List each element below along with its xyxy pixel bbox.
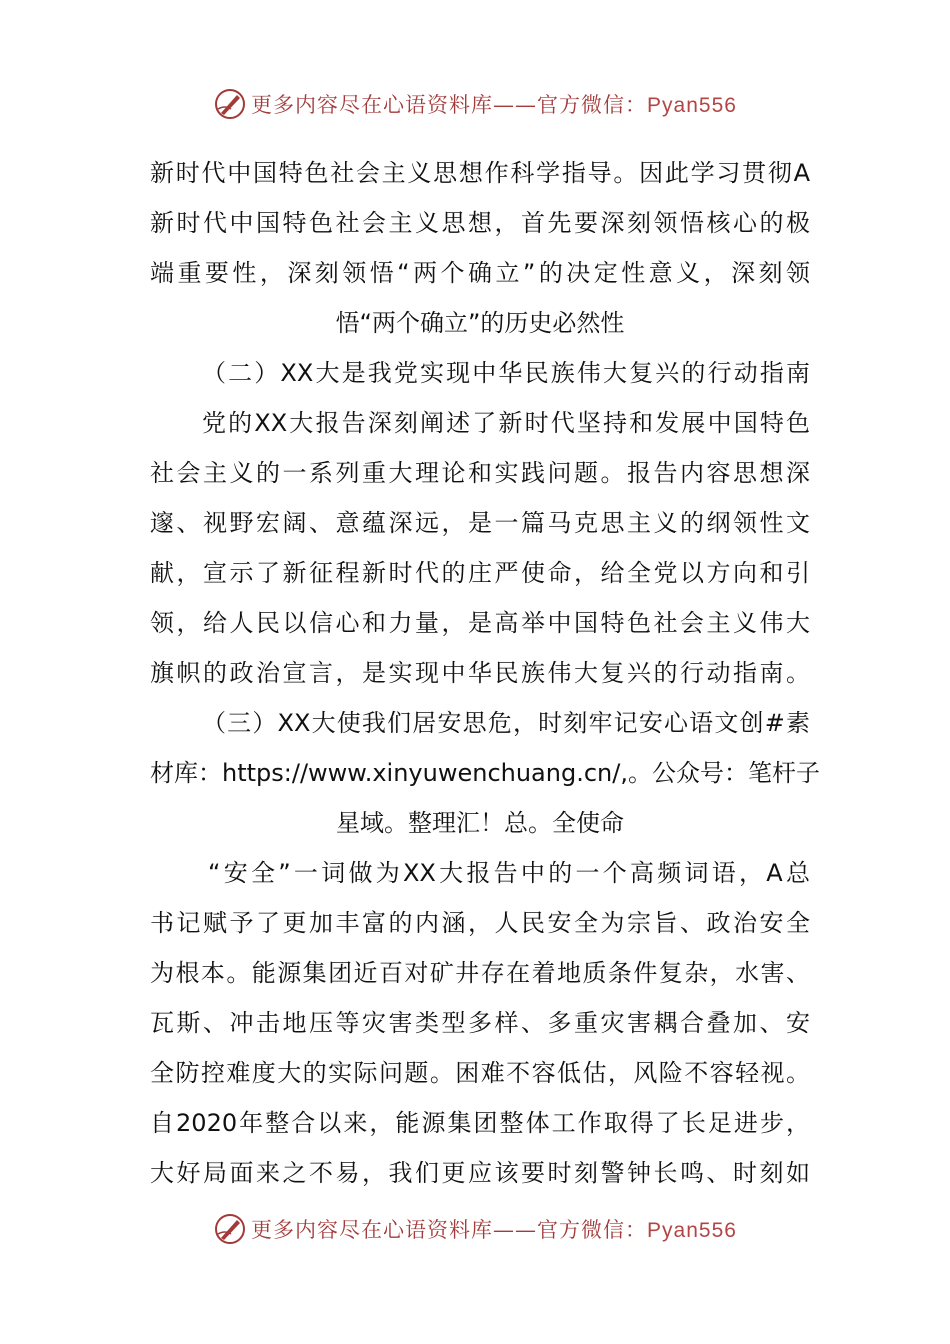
text-line: 大好局面来之不易，我们更应该要时刻警钟长鸣、时刻如 — [150, 1159, 810, 1187]
header-text — [251, 89, 737, 119]
text-line: 新时代中国特色社会主义思想，首先要深刻领悟核心的极 — [150, 209, 810, 237]
footer-banner — [0, 1209, 950, 1249]
footer-dash: —— — [493, 1218, 538, 1242]
text-line: 为根本。能源集团近百对矿井存在着地质条件复杂，水害、 — [150, 959, 810, 987]
text-line: 瓦斯、冲击地压等灾害类型多样、多重灾害耦合叠加、安 — [150, 1009, 810, 1037]
footer-main-text: 更多内容尽在心语资料库 — [251, 1218, 494, 1242]
section-heading: （二）XX大是我党实现中华民族伟大复兴的行动指南 — [202, 359, 810, 387]
text-line: 新时代中国特色社会主义思想作科学指导。因此学习贯彻A — [150, 159, 810, 187]
text-line: 献，宣示了新征程新时代的庄严使命，给全党以方向和引 — [150, 559, 810, 587]
text-line: 邃、视野宏阔、意蕴深远，是一篇马克思主义的纲领性文 — [150, 509, 810, 537]
text-line: 自2020年整合以来，能源集团整体工作取得了长足进步， — [150, 1109, 810, 1137]
text-line: 星域。整理汇！总。全使命 — [336, 809, 624, 837]
pen-logo-icon — [213, 1212, 247, 1246]
text-line: “安全”一词做为XX大报告中的一个高频词语，A总 — [208, 859, 810, 887]
text-line: 悟“两个确立”的历史必然性 — [335, 309, 625, 337]
text-line: 领，给人民以信心和力量，是高举中国特色社会主义伟大 — [150, 609, 810, 637]
pen-logo-icon — [213, 87, 247, 121]
text-line: 旗帜的政治宣言，是实现中华民族伟大复兴的行动指南。 — [150, 659, 810, 687]
header-banner — [0, 84, 950, 124]
document-body — [150, 148, 820, 1198]
header-wechat-id: Pyan556 — [647, 94, 737, 117]
text-line: 党的XX大报告深刻阐述了新时代坚持和发展中国特色 — [202, 409, 810, 437]
section-heading: （三）XX大使我们居安思危，时刻牢记安心语文创#素 — [202, 709, 810, 737]
text-line: 社会主义的一系列重大理论和实践问题。报告内容思想深 — [150, 459, 810, 487]
footer-wechat-id: Pyan556 — [647, 1219, 737, 1242]
header-main-text: 更多内容尽在心语资料库 — [251, 93, 494, 117]
text-line: 全防控难度大的实际问题。困难不容低估，风险不容轻视。 — [150, 1059, 810, 1087]
text-line: 材库：https://www.xinyuwenchuang.cn/,。公众号：笔杆子 — [150, 759, 820, 787]
header-wechat-label: 官方微信： — [537, 93, 648, 117]
text-line: 端重要性，深刻领悟“两个确立”的决定性意义，深刻领 — [150, 259, 810, 287]
header-dash: —— — [493, 93, 538, 117]
text-line: 书记赋予了更加丰富的内涵，人民安全为宗旨、政治安全 — [150, 909, 810, 937]
footer-wechat-label: 官方微信： — [537, 1218, 648, 1242]
footer-text — [251, 1214, 737, 1244]
